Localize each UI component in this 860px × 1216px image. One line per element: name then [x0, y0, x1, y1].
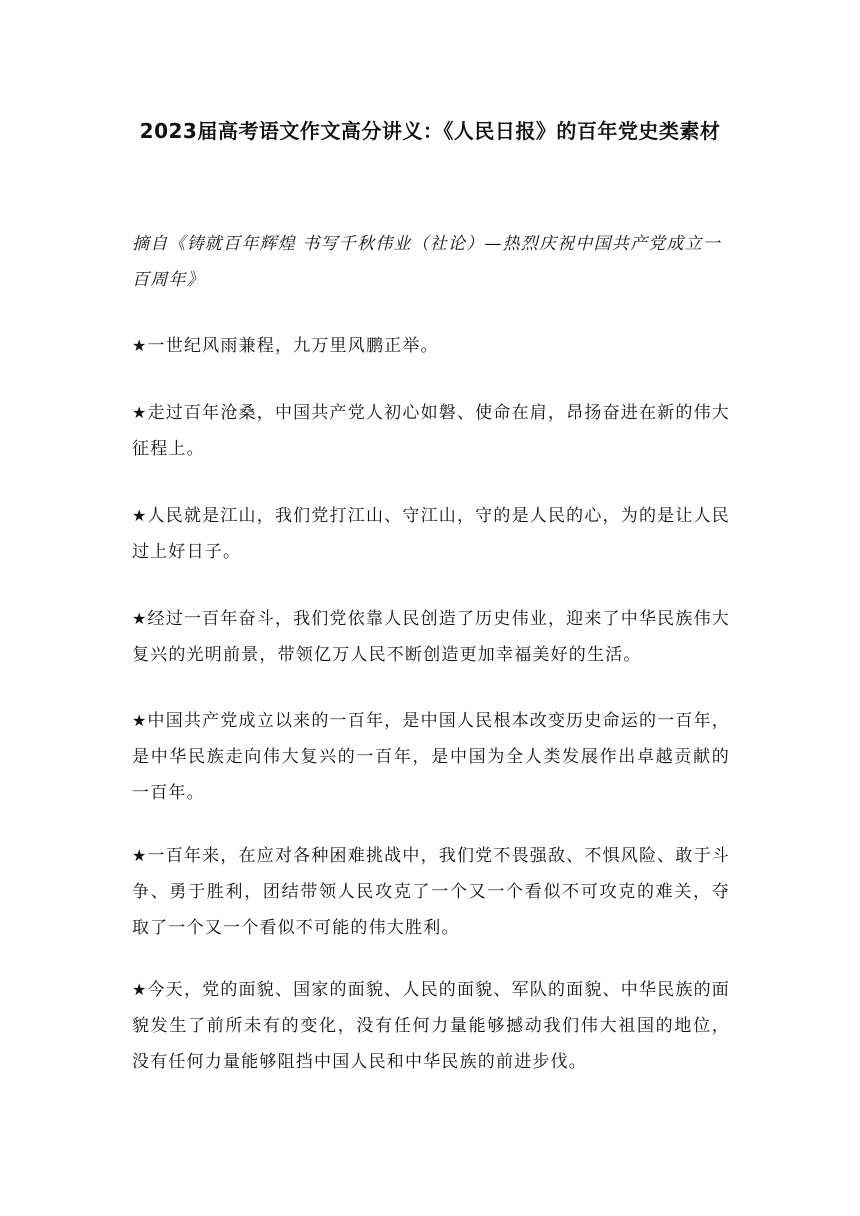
quote-paragraph [132, 703, 730, 811]
quote-text: 经过一百年奋斗，我们党依靠人民创造了历史伟业，迎来了中华民族伟大复兴的光明前景，带领亿万人民不断创造更加幸福美好的生活。 [132, 609, 730, 665]
document-title: 2023届高考语文作文高分讲义：《人民日报》的百年党史类素材 [139, 119, 721, 143]
source-citation: 摘自《铸就百年辉煌 书写千秋伟业（社论）—热烈庆祝中国共产党成立一百周年》 [132, 234, 722, 290]
quote-text: 中国共产党成立以来的一百年，是中国人民根本改变历史命运的一百年，是中华民族走向伟大复兴的一百年，是中国为全人类发展作出卓越贡献的一百年。 [132, 711, 730, 803]
quote-paragraph [132, 601, 730, 673]
star-bullet-icon: ★ [132, 403, 148, 422]
quote-text: 今天，党的面貌、国家的面貌、人民的面貌、军队的面貌、中华民族的面貌发生了前所未有的变化，没有任何力量能够撼动我们伟大祖国的地位，没有任何力量能够阻挡中国人民和中华民族的前进步伐。 [132, 980, 730, 1072]
quote-paragraph [132, 838, 730, 946]
quote-text: 人民就是江山，我们党打江山、守江山，守的是人民的心，为的是让人民过上好日子。 [132, 506, 730, 562]
quote-text: 走过百年沧桑，中国共产党人初心如磐、使命在肩，昂扬奋进在新的伟大征程上。 [132, 403, 730, 459]
quote-paragraph [132, 498, 730, 570]
star-bullet-icon: ★ [132, 846, 148, 865]
star-bullet-icon: ★ [132, 711, 148, 730]
quote-paragraph [132, 972, 730, 1080]
quote-paragraph [132, 328, 730, 364]
star-bullet-icon: ★ [132, 506, 148, 525]
quote-text: 一百年来，在应对各种困难挑战中，我们党不畏强敌、不惧风险、敢于斗争、勇于胜利，团结带领人民攻克了一个又一个看似不可攻克的难关，夺取了一个又一个看似不可能的伟大胜利。 [132, 846, 730, 938]
star-bullet-icon: ★ [132, 980, 148, 999]
star-bullet-icon: ★ [132, 609, 148, 628]
quote-text: 一世纪风雨兼程，九万里风鹏正举。 [147, 336, 439, 356]
star-bullet-icon: ★ [132, 336, 148, 355]
quote-paragraph [132, 395, 730, 467]
